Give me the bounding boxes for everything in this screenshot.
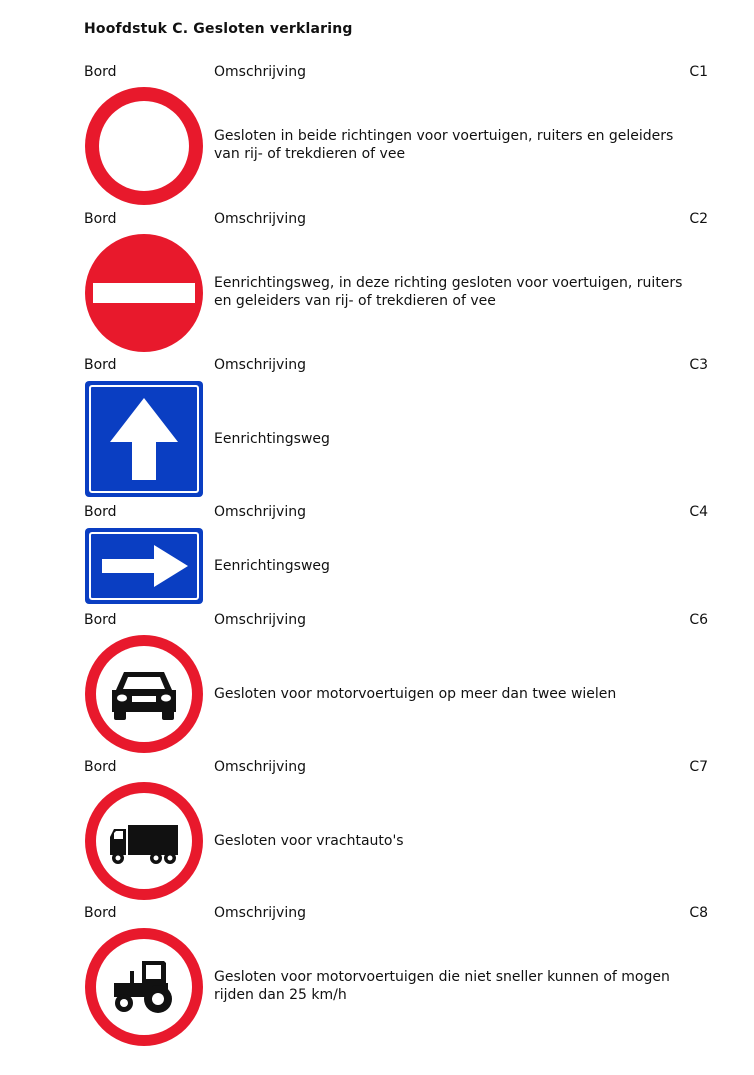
column-label-omschrijving: Omschrijving [214,504,306,520]
sign-code: C4 [689,504,708,520]
page-title: Hoofdstuk C. Gesloten verklaring [84,21,353,37]
column-label-omschrijving: Omschrijving [214,64,306,80]
sign-description: Gesloten voor motorvoertuigen op meer dan twee wielen [214,686,617,702]
closed-both-directions-sign-icon [84,86,204,206]
sign-code: C2 [689,211,708,227]
column-label-omschrijving: Omschrijving [214,357,306,373]
sign-code: C1 [689,64,708,80]
column-label-bord: Bord [84,211,117,227]
no-entry-sign-icon [84,233,204,353]
column-label-bord: Bord [84,64,117,80]
no-trucks-sign-icon [84,781,204,901]
sign-code: C8 [689,905,708,921]
no-motor-vehicles-sign-icon [84,634,204,754]
column-label-bord: Bord [84,504,117,520]
column-label-bord: Bord [84,759,117,775]
column-label-omschrijving: Omschrijving [214,759,306,775]
sign-description: Gesloten in beide richtingen voor voertuigen, ruiters en geleiders van rij- of trekdieren of vee [214,128,674,162]
no-slow-vehicles-sign-icon [84,927,204,1047]
sign-description: Eenrichtingsweg [214,431,330,447]
sign-description: Eenrichtingsweg, in deze richting gesloten voor voertuigen, ruiters en geleiders van rij- of trekdieren of vee [214,275,683,309]
column-label-omschrijving: Omschrijving [214,211,306,227]
sign-description: Eenrichtingsweg [214,558,330,574]
one-way-right-sign-icon [84,527,204,605]
column-label-bord: Bord [84,612,117,628]
column-label-omschrijving: Omschrijving [214,905,306,921]
column-label-bord: Bord [84,357,117,373]
sign-description: Gesloten voor motorvoertuigen die niet sneller kunnen of mogen rijden dan 25 km/h [214,969,670,1003]
sign-description: Gesloten voor vrachtauto's [214,833,404,849]
column-label-omschrijving: Omschrijving [214,612,306,628]
one-way-up-sign-icon [84,380,204,498]
column-label-bord: Bord [84,905,117,921]
sign-code: C7 [689,759,708,775]
sign-code: C3 [689,357,708,373]
sign-code: C6 [689,612,708,628]
